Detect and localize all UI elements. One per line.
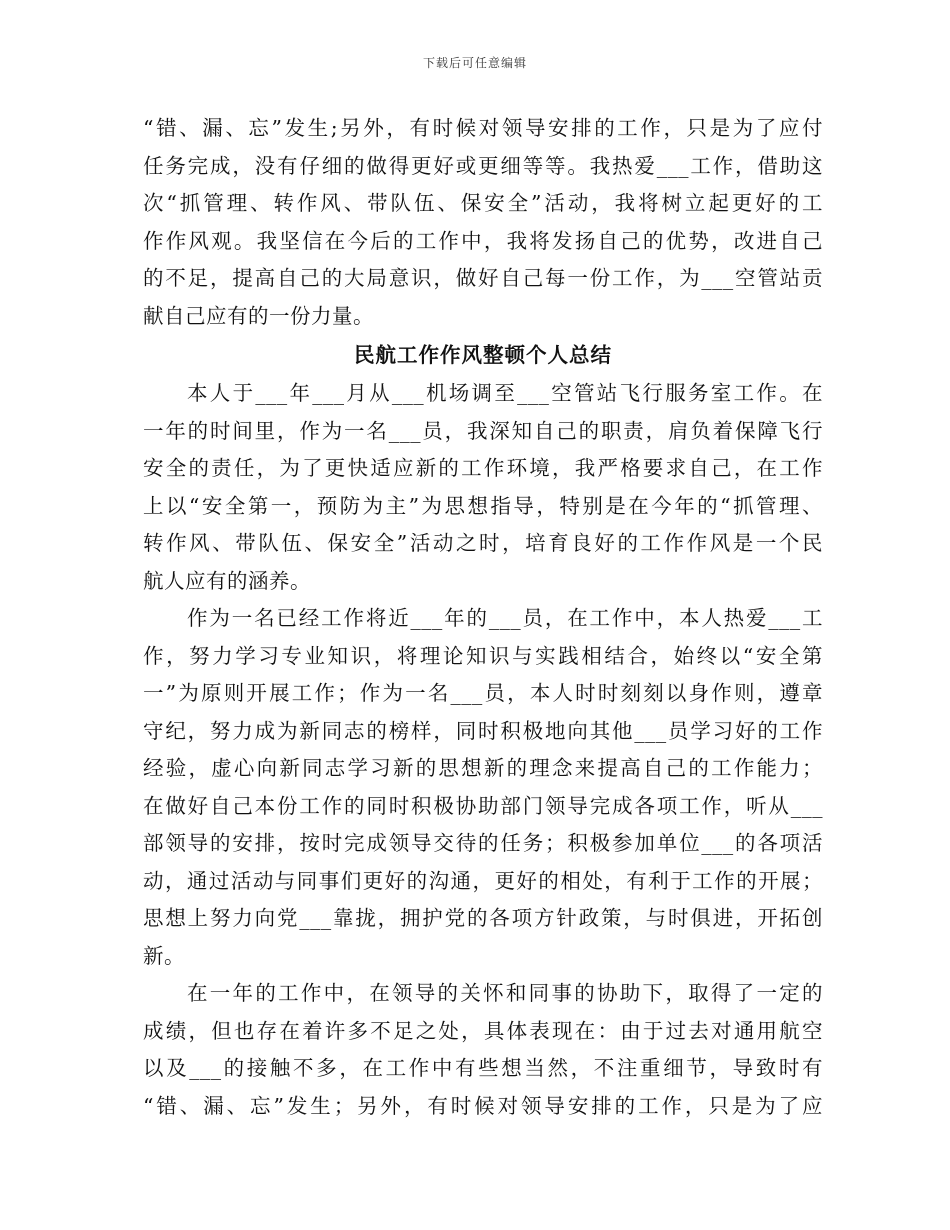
text-line: 作，努力学习专业知识，将理论知识与实践相结合，始终以“安全第 bbox=[143, 643, 823, 668]
text-line: 本人于___年___月从___机场调至___空管站飞行服务室工作。在 bbox=[187, 381, 823, 405]
document-body bbox=[143, 110, 823, 1125]
text-line: 成绩，但也存在着许多不足之处，具体表现在：由于过去对通用航空 bbox=[143, 1018, 823, 1043]
text-line: 一年的时间里，作为一名___员，我深知自己的职责，肩负着保障飞行 bbox=[143, 418, 823, 443]
paragraph-3 bbox=[143, 975, 823, 1125]
text-line: 一”为原则开展工作；作为一名___员，本人时时刻刻以身作则，遵章 bbox=[143, 681, 823, 705]
text-line: 以及___的接触不多，在工作中有些想当然，不注重细节，导致时有 bbox=[143, 1056, 823, 1080]
text-line: 在做好自己本份工作的同时积极协助部门领导完成各项工作，听从___ bbox=[143, 793, 823, 818]
text-line: 上以“安全第一，预防为主”为思想指导，特别是在今年的“抓管理、 bbox=[143, 493, 823, 518]
text-line: 作作风观。我坚信在今后的工作中，我将发扬自己的优势，改进自己 bbox=[143, 228, 823, 253]
text-line: 作为一名已经工作将近___年的___员，在工作中，本人热爱___工 bbox=[187, 606, 823, 630]
text-line: 航人应有的涵养。 bbox=[143, 568, 311, 593]
document-title: 民航工作作风整顿个人总结 bbox=[354, 343, 612, 367]
text-line: 新。 bbox=[143, 943, 185, 968]
text-line: 经验，虚心向新同志学习新的思想新的理念来提高自己的工作能力； bbox=[143, 756, 823, 780]
text-line: 的不足，提高自己的大局意识，做好自己每一份工作，为___空管站贡 bbox=[143, 266, 823, 290]
page-header: 下载后可任意编辑 bbox=[422, 56, 527, 70]
paragraph-1 bbox=[143, 375, 823, 600]
text-line: 献自己应有的一份力量。 bbox=[143, 303, 374, 328]
paragraph-2 bbox=[143, 600, 823, 975]
text-line: 转作风、带队伍、保安全”活动之时，培育良好的工作作风是一个民 bbox=[143, 531, 823, 555]
text-line: 次“抓管理、转作风、带队伍、保安全”活动，我将树立起更好的工 bbox=[143, 191, 823, 215]
intro-paragraph bbox=[143, 110, 823, 335]
text-line: “错、漏、忘”发生;另外，有时候对领导安排的工作，只是为了应付 bbox=[143, 116, 823, 140]
text-line: 安全的责任，为了更快适应新的工作环境，我严格要求自己，在工作 bbox=[143, 456, 823, 480]
text-line: 动，通过活动与同事们更好的沟通，更好的相处，有利于工作的开展； bbox=[143, 868, 823, 893]
text-line: 部领导的安排，按时完成领导交待的任务；积极参加单位___的各项活 bbox=[143, 831, 823, 855]
text-line: 守纪，努力成为新同志的榜样，同时积极地向其他___员学习好的工作 bbox=[143, 718, 823, 743]
text-line: 在一年的工作中，在领导的关怀和同事的协助下，取得了一定的 bbox=[187, 981, 823, 1005]
text-line: 思想上努力向党___靠拢，拥护党的各项方针政策，与时俱进，开拓创 bbox=[143, 906, 823, 930]
text-line: “错、漏、忘”发生；另外，有时候对领导安排的工作，只是为了应 bbox=[143, 1093, 823, 1118]
text-line: 任务完成，没有仔细的做得更好或更细等等。我热爱___工作，借助这 bbox=[143, 153, 823, 178]
